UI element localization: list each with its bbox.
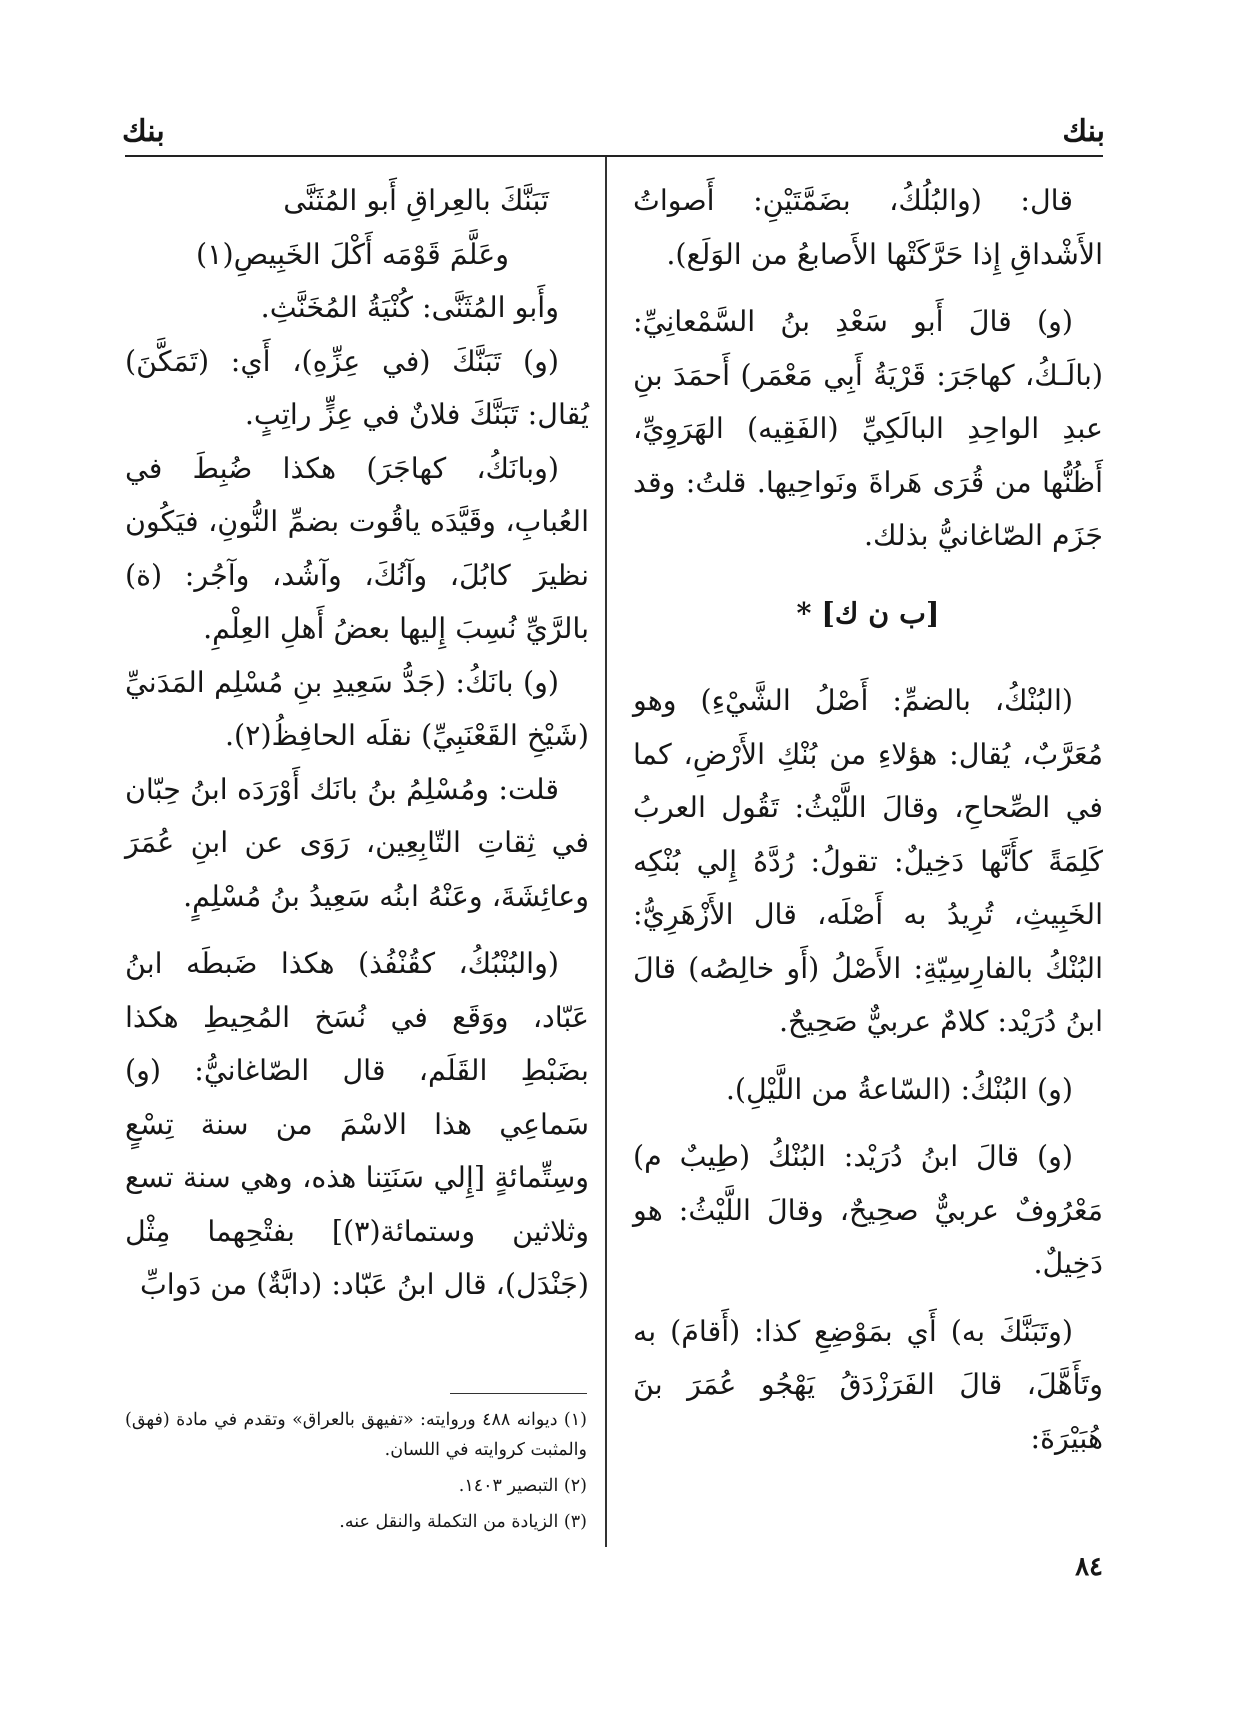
paragraph: (والبُنْبُكُ، كقُنْفُذ) هكذا ضَبطَه ابنُ عَبّاد، ووَقَع في نُسَخ المُحِيطِ هكذا بضَبْطِ القَلَم، قال الصّاغانيُّ: (و) سَماعِي هذا الاسْمَ من سنة تِسْعٍ وسِتِّمائةٍ [إِلي سَنَتِنا هذه، وهي سنة تسع وثلاثين وستمائة(٣)] بفتْحِهما مِثْل (جَنْدَل)، قال ابنُ عَبّاد: (دابَّةٌ) من دَوابِّ bbox=[125, 947, 589, 1301]
paragraph: قلت: ومُسْلِمُ بنُ بانَك أَوْرَدَه ابنُ حِبّان في ثِقاتِ التّابِعِين، رَوَى عن ابنِ عُمَرَ وعائِشَةَ، وعَنْهُ ابنُه سَعِيدُ بنُ مُسْلِمٍ. bbox=[125, 772, 589, 913]
page-number: ٨٤ bbox=[1075, 1552, 1103, 1582]
paragraph: (و) قالَ ابنُ دُرَيْد: البُنْكُ (طِيبٌ م) مَعْرُوفٌ عربيٌّ صحِيحٌ، وقالَ اللَّيْثُ: هو دَخِيلٌ. bbox=[633, 1140, 1103, 1280]
right-column bbox=[633, 174, 1103, 1465]
paragraph: (و) تَبَنَّكَ (في عِزِّهِ)، أَي: (تَمَكَّنَ) يُقال: تَبَنَّكَ فلانٌ في عِزٍّ راتِبٍ. bbox=[125, 344, 589, 431]
footnote: (١) ديوانه ٤٨٨ وروايته: «تفيهق بالعراق» وتقدم في مادة (فهق) والمثبت كروايته في اللسان. bbox=[125, 1410, 587, 1460]
footnote-rule bbox=[450, 1393, 587, 1394]
poem-line: تَبَنَّكَ بالعِراقِ أَبو المُثَنَّى bbox=[283, 184, 549, 217]
running-header-left: بنك bbox=[122, 114, 165, 149]
entry-heading: [ب ن ك] * bbox=[796, 595, 940, 630]
column-divider bbox=[605, 157, 607, 1547]
running-header-right: بنك bbox=[1062, 114, 1105, 149]
header-rule bbox=[125, 155, 1103, 157]
paragraph: (و) بانَكُ: (جَدُّ سَعِيدِ بنِ مُسْلِم المَدَنيِّ (شَيْخِ القَعْنَبِيِّ) نقلَه الحافِظُ(٢). bbox=[125, 665, 589, 752]
footnote: (٢) التبصير ١٤٠٣. bbox=[458, 1476, 587, 1496]
paragraph: (البُنْكُ، بالضمِّ: أَصْلُ الشَّيْءِ) وهو مُعَرَّبٌ، يُقال: هؤلاءِ من بُنْكِ الأَرْضِ، كما في الصِّحاحِ، وقالَ اللَّيْثُ: تَقُول العربُ كَلِمَةً كأَنَّها دَخِيلٌ: تقولُ: رُدَّهُ إِلي بُنْكِه الخَبِيثِ، تُرِيدُ به أَصْلَه، قال الأَزْهَرِيُّ: البُنْكُ بالفارِسِيّةِ: الأَصْلُ (أَو خالِصُه) قالَ ابنُ دُرَيْد: كلامٌ عربيٌّ صَحِيحٌ. bbox=[633, 684, 1103, 1038]
left-column bbox=[125, 174, 589, 1312]
paragraph: (وبانَكُ، كهاجَرَ) هكذا ضُبِطَ في العُبابِ، وقَيَّدَه ياقُوت بضمِّ النُّونِ، فيَكُون نظيرَ كابُلَ، وآنُكَ، وآشُد، وآجُر: (ة) بالرَّيِّ نُسِبَ إِليها بعضُ أَهلِ العِلْمِ. bbox=[125, 451, 589, 645]
paragraph: (و) قالَ أَبو سَعْدِ بنُ السَّمْعانِيِّ: (بالَـكُ، كهاجَرَ: قَرْيَةُ أَبِي مَعْمَر) أَحمَدَ بنِ عبدِ الواحِدِ البالَكِيِّ (الفَقِيه) الهَرَوِيِّ، أَظُنُّها من قُرَى هَراةَ ونَواحِيها. قلتُ: وقد جَزَم الصّاغانيُّ بذلك. bbox=[633, 305, 1103, 552]
paragraph: (وتَبَنَّكَ به) أَي بمَوْضِعِ كذا: (أَقامَ) به وتَأَهَّلَ، قالَ الفَرَزْدَقُ يَهْجُو عُمَرَ بنَ هُبَيْرَةَ: bbox=[633, 1314, 1103, 1455]
paragraph: قال: (والبُلُكُ، بضَمَّتَيْنِ: أَصواتُ الأَشْداقِ إِذا حَرَّكَتْها الأَصابعُ من الوَلَع). bbox=[633, 184, 1103, 271]
footnotes bbox=[125, 1405, 587, 1543]
poem-line: وعَلَّمَ قَوْمَه أَكْلَ الخَبِيصِ(١) bbox=[196, 237, 509, 271]
footnote: (٣) الزيادة من التكملة والنقل عنه. bbox=[339, 1512, 587, 1532]
paragraph: وأَبو المُثَنَّى: كُنْيَةُ المُخَنَّثِ. bbox=[260, 291, 559, 324]
paragraph: (و) البُنْكُ: (السّاعةُ من اللَّيْلِ). bbox=[725, 1072, 1073, 1106]
